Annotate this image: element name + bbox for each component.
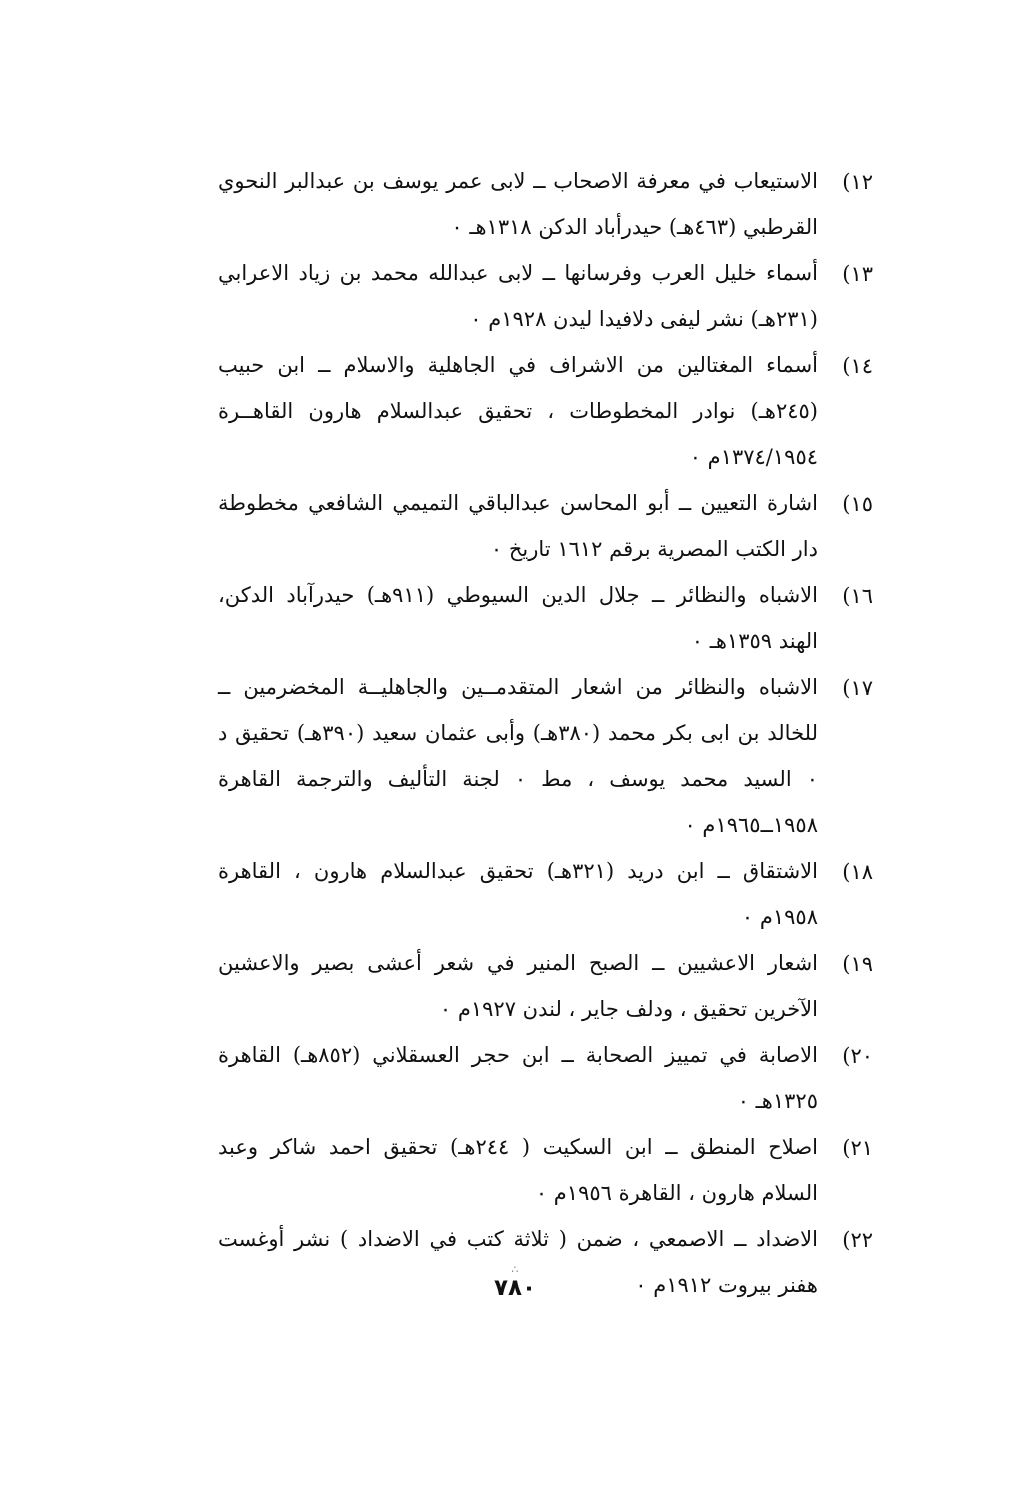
entry-text: الاضداد ــ الاصمعي ، ضمن ( ثلاثة كتب في الاضداد ) نشر أوغست هفنر بيروت ١٩١٢م ٠ bbox=[218, 1227, 818, 1297]
bibliography-entry bbox=[168, 664, 873, 848]
bibliography-list bbox=[168, 158, 873, 1308]
entry-text: اصلاح المنطق ــ ابن السكيت ( ٢٤٤هـ) تحقيق احمد شاكر وعبد السلام هارون ، القاهرة ١٩٥٦م ٠ bbox=[218, 1135, 818, 1205]
bibliography-entry bbox=[168, 250, 873, 342]
entry-number: ١٤) bbox=[842, 354, 873, 378]
entry-text: اشعار الاعشيين ــ الصبح المنير في شعر أعشى بصير والاعشين الآخرين تحقيق ، ودلف جاير ، لندن ١٩٢٧م ٠ bbox=[218, 951, 818, 1021]
page-number bbox=[470, 1265, 560, 1301]
bibliography-entry bbox=[168, 342, 873, 480]
entry-text: الاصابة في تمييز الصحابة ــ ابن حجر العسقلاني (٨٥٢هـ) القاهرة ١٣٢٥هـ ٠ bbox=[218, 1043, 818, 1113]
bibliography-entry bbox=[168, 940, 873, 1032]
entry-text: الاشباه والنظائر ــ جلال الدين السيوطي (٩١١هـ) حيدرآباد الدكن، الهند ١٣٥٩هـ ٠ bbox=[218, 583, 818, 653]
entry-number: ١٧) bbox=[842, 676, 873, 700]
page-number-ornament: ∴ bbox=[511, 1263, 519, 1276]
entry-number: ١٦) bbox=[842, 584, 873, 608]
entry-number: ١٩) bbox=[842, 952, 873, 976]
entry-number: ٢٠) bbox=[842, 1044, 873, 1068]
entry-number: ١٥) bbox=[842, 492, 873, 516]
entry-text: الاستيعاب في معرفة الاصحاب ــ لابى عمر يوسف بن عبدالبر النحوي القرطبي (٤٦٣هـ) حيدرأباد الدكن ١٣١٨هـ ٠ bbox=[218, 169, 818, 239]
entry-text: أسماء المغتالين من الاشراف في الجاهلية والاسلام ــ ابن حبيب (٢٤٥هـ) نوادر المخطوطات ، تحقيق عبدالسلام هارون القاهــرة ١٣٧٤/١٩٥٤م ٠ bbox=[218, 353, 818, 469]
entry-number: ١٨) bbox=[842, 860, 873, 884]
bibliography-entry bbox=[168, 1124, 873, 1216]
entry-number: ١٢) bbox=[842, 170, 873, 194]
entry-text: أسماء خليل العرب وفرسانها ــ لابى عبدالله محمد بن زياد الاعرابي (٢٣١هـ) نشر ليفى دلافيدا ليدن ١٩٢٨م ٠ bbox=[218, 261, 818, 331]
bibliography-entry bbox=[168, 848, 873, 940]
page-number-text: ٧٨٠ bbox=[493, 1275, 537, 1301]
entry-number: ٢٢) bbox=[842, 1228, 873, 1252]
bibliography-entry bbox=[168, 1032, 873, 1124]
bibliography-entry bbox=[168, 158, 873, 250]
entry-text: الاشباه والنظائر من اشعار المتقدمــين والجاهليــة المخضرمين ــ للخالد بن ابى بكر محمد (٣٨٠هـ) وأبى عثمان سعيد (٣٩٠هـ) تحقيق د ٠ السيد محمد يوسف ، مط ٠ لجنة التأليف والترجمة القاهرة ١٩٥٨ــ١٩٦٥م ٠ bbox=[218, 675, 818, 837]
entry-text: الاشتقاق ــ ابن دريد (٣٢١هـ) تحقيق عبدالسلام هارون ، القاهرة ١٩٥٨م ٠ bbox=[218, 859, 818, 929]
bibliography-entry bbox=[168, 480, 873, 572]
entry-number: ١٣) bbox=[842, 262, 873, 286]
entry-text: اشارة التعيين ــ أبو المحاسن عبدالباقي التميمي الشافعي مخطوطة دار الكتب المصرية برقم ١٦١٢ تاريخ ٠ bbox=[218, 491, 818, 561]
bibliography-entry bbox=[168, 572, 873, 664]
entry-number: ٢١) bbox=[842, 1136, 873, 1160]
